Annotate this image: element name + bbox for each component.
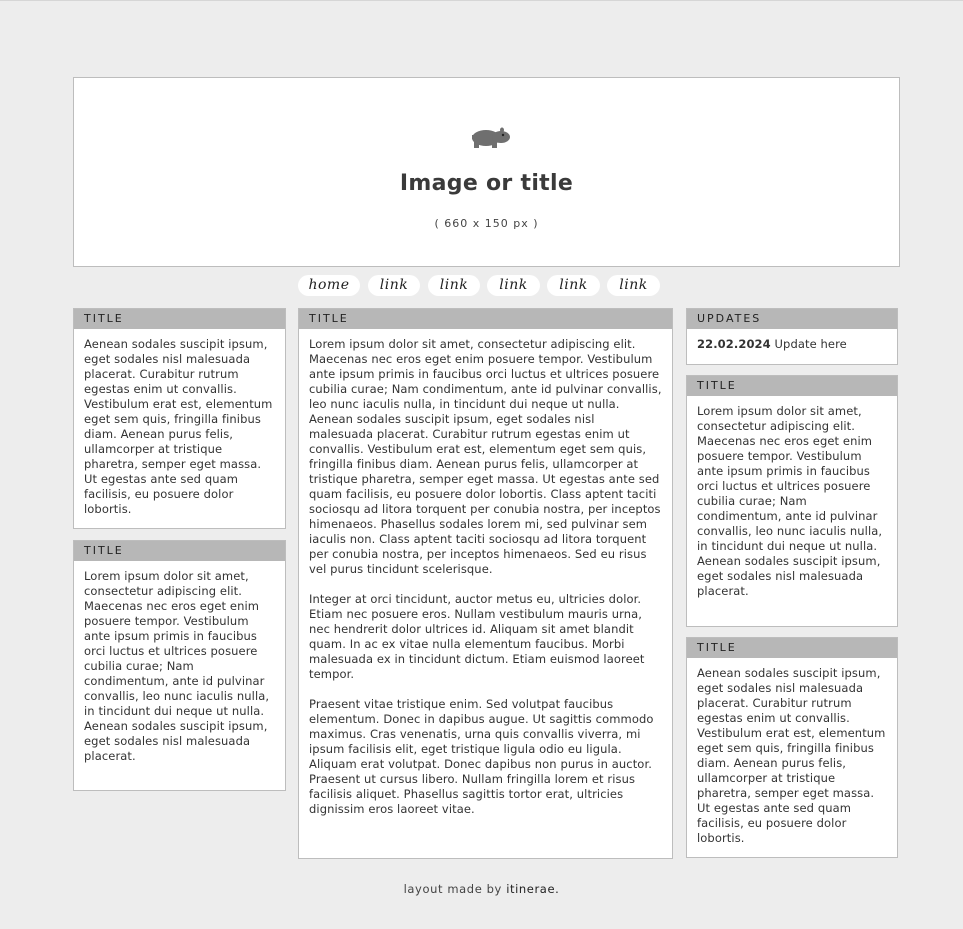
main-paragraph: Lorem ipsum dolor sit amet, consectetur adipiscing elit. Maecenas nec eros eget enim posuere tempor. Vestibulum ante ipsum primis in faucibus orci luctus et ultrices posuere cubilia curae; Nam condimentum, ante id pulvinar convallis, leo nunc iaculis nulla, in tincidunt dui neque ut nulla. Aenean sodales suscipit ipsum, eget sodales nisl malesuada placerat. Curabitur rutrum egestas enim ut convallis. Vestibulum erat est, elementum eget sem quis, fringilla finibus diam. Aenean purus felis, ullamcorper at tristique pharetra, semper eget massa. Ut egestas ante sed quam facilisis, eu posuere dolor lobortis. Class aptent taciti sociosqu ad litora torquent per conubia nostra, per inceptos himenaeos. Phasellus sodales lorem mi, sed pulvinar sem iaculis non. Class aptent taciti sociosqu ad litora torquent per conubia nostra, per inceptos himenaeos. Sed eu risus vel purus tincidunt scelerisque.: [309, 337, 662, 576]
hippo-icon: [465, 126, 511, 150]
main-panel: [298, 308, 673, 859]
panel-title: TITLE: [687, 638, 897, 658]
header-subtitle: ( 660 x 150 px ): [434, 217, 539, 230]
panel-title: TITLE: [74, 541, 285, 561]
footer-text: layout made by: [403, 882, 502, 896]
left-panel-1: [73, 308, 286, 529]
right-panel-2: [686, 637, 898, 858]
panel-title: TITLE: [299, 309, 672, 329]
footer: [0, 882, 963, 896]
main-paragraph: Praesent vitae tristique enim. Sed volutpat faucibus elementum. Donec in dapibus augue. Ut sagittis commodo maximus. Cras venenatis, urna quis convallis viverra, mi ipsum facilisis elit, eget tristique ligula odio eu ligula. Aliquam erat volutpat. Donec dapibus non purus in auctor. Praesent ut cursus libero. Nullam fringilla lorem et risus facilisis aliquet. Phasellus sagittis tortor erat, ultricies dignissim eros laoreet vitae.: [309, 697, 654, 816]
panel-text: Aenean sodales suscipit ipsum, eget sodales nisl malesuada placerat. Curabitur rutrum egestas enim ut convallis. Vestibulum erat est, elementum eget sem quis, fringilla finibus diam. Aenean purus felis, ullamcorper at tristique pharetra, semper eget massa. Ut egestas ante sed quam facilisis, eu posuere dolor lobortis.: [697, 666, 886, 845]
main-paragraph: Integer at orci tincidunt, auctor metus eu, ultricies dolor. Etiam nec posuere eros. Nullam vestibulum mauris urna, nec hendrerit dolor ultrices id. Aliquam sit amet blandit quam. In ac ex vitae nulla elementum faucibus. Morbi malesuada ex in tincidunt dictum. Etiam euismod laoreet tempor.: [309, 592, 645, 681]
nav-link-5[interactable]: link: [607, 275, 660, 296]
updates-panel: [686, 308, 898, 365]
panel-text: Lorem ipsum dolor sit amet, consectetur adipiscing elit. Maecenas nec eros eget enim posuere tempor. Vestibulum ante ipsum primis in faucibus orci luctus et ultrices posuere cubilia curae; Nam condimentum, ante id pulvinar convallis, leo nunc iaculis nulla, in tincidunt dui neque ut nulla. Aenean sodales suscipit ipsum, eget sodales nisl malesuada placerat.: [84, 569, 270, 763]
panel-title: TITLE: [74, 309, 285, 329]
nav-link-1[interactable]: link: [368, 275, 420, 296]
header-banner: [73, 77, 900, 267]
right-panel-1: [686, 375, 898, 627]
panel-text: Lorem ipsum dolor sit amet, consectetur adipiscing elit. Maecenas nec eros eget enim posuere tempor. Vestibulum ante ipsum primis in faucibus orci luctus et ultrices posuere cubilia curae; Nam condimentum, ante id pulvinar convallis, leo nunc iaculis nulla, in tincidunt dui neque ut nulla. Aenean sodales suscipit ipsum, eget sodales nisl malesuada placerat.: [697, 404, 883, 598]
update-date: 22.02.2024: [697, 337, 771, 351]
footer-brand-link[interactable]: itinerae.: [506, 882, 560, 896]
nav-link-2[interactable]: link: [428, 275, 480, 296]
nav-link-4[interactable]: link: [547, 275, 600, 296]
panel-text: Aenean sodales suscipit ipsum, eget sodales nisl malesuada placerat. Curabitur rutrum egestas enim ut convallis. Vestibulum erat est, elementum eget sem quis, fringilla finibus diam. Aenean purus felis, ullamcorper at tristique pharetra, semper eget massa. Ut egestas ante sed quam facilisis, eu posuere dolor lobortis.: [84, 337, 273, 516]
nav-link-3[interactable]: link: [487, 275, 540, 296]
update-text: Update here: [774, 337, 847, 351]
header-title: Image or title: [399, 171, 574, 196]
panel-title: TITLE: [687, 376, 897, 396]
left-panel-2: [73, 540, 286, 791]
nav-home[interactable]: home: [298, 275, 360, 296]
panel-title: UPDATES: [687, 309, 897, 329]
